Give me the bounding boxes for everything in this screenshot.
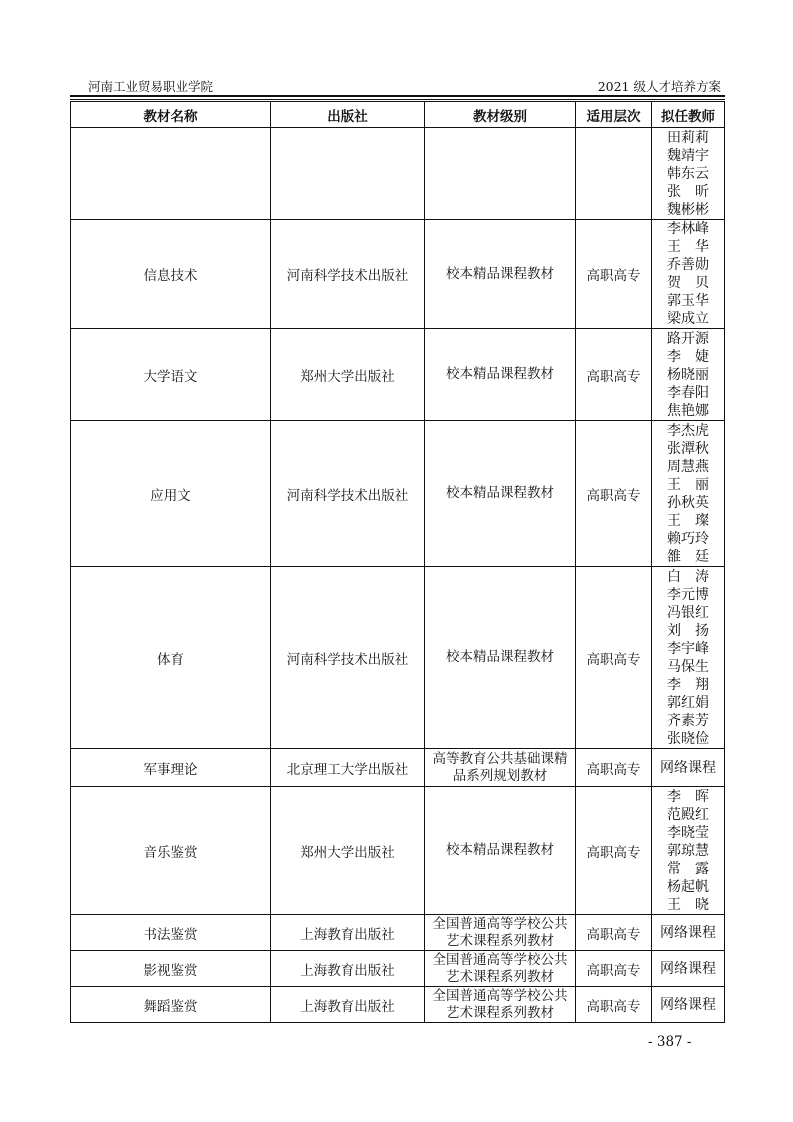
textbook-name-cell [71, 128, 271, 220]
page-header [70, 78, 725, 96]
teacher-name: 张潭秋 [667, 440, 709, 457]
teachers-cell [652, 329, 725, 421]
teacher-name: 李 晖 [667, 788, 709, 805]
teacher-name: 郭玉华 [667, 293, 709, 309]
page-number: - 387 - [648, 1034, 692, 1050]
tier-cell: 高职高专 [576, 421, 652, 567]
teacher-name: 网络课程 [660, 996, 716, 1013]
teacher-name: 赖巧玲 [667, 530, 709, 547]
publisher-cell: 河南科学技术出版社 [271, 421, 425, 567]
textbook-name-cell: 音乐鉴赏 [71, 787, 271, 915]
teacher-name: 李宇峰 [667, 640, 709, 657]
publisher-cell: 河南科学技术出版社 [271, 567, 425, 749]
teacher-name: 张晓俭 [667, 730, 709, 747]
textbook-name-cell: 应用文 [71, 421, 271, 567]
teachers-cell [652, 128, 725, 220]
teacher-name: 魏彬彬 [667, 201, 709, 218]
teacher-name: 李晓莹 [667, 824, 709, 841]
tier-cell: 高职高专 [576, 987, 652, 1023]
tier-cell: 高职高专 [576, 329, 652, 421]
teachers-cell [652, 421, 725, 567]
teacher-name: 刘 扬 [667, 622, 709, 639]
tier-cell: 高职高专 [576, 749, 652, 787]
teacher-name: 李林峰 [667, 221, 709, 237]
teacher-name: 杨晓丽 [667, 366, 709, 383]
publisher-cell: 上海教育出版社 [271, 951, 425, 987]
header-rule-thin [70, 99, 725, 100]
teacher-name: 周慧燕 [667, 458, 709, 475]
table-row [71, 329, 725, 421]
teachers-cell [652, 220, 725, 329]
table-row [71, 787, 725, 915]
tier-cell: 高职高专 [576, 951, 652, 987]
textbook-level-cell: 校本精品课程教材 [425, 567, 576, 749]
teachers-cell [652, 567, 725, 749]
teacher-name: 王 丽 [667, 476, 709, 493]
tier-cell: 高职高专 [576, 915, 652, 951]
textbook-level-cell: 校本精品课程教材 [425, 329, 576, 421]
textbook-name-cell: 书法鉴赏 [71, 915, 271, 951]
textbook-level-cell: 校本精品课程教材 [425, 421, 576, 567]
teacher-name: 冯银红 [667, 604, 709, 621]
textbook-level-cell: 全国普通高等学校公共艺术课程系列教材 [425, 951, 576, 987]
teachers-cell [652, 749, 725, 787]
teacher-name: 李 婕 [667, 348, 709, 365]
textbook-table [70, 101, 725, 1023]
teacher-name: 范殿红 [667, 806, 709, 823]
teacher-name: 白 涛 [667, 568, 709, 585]
textbook-level-cell: 全国普通高等学校公共艺术课程系列教材 [425, 987, 576, 1023]
teacher-name: 杨起帆 [667, 878, 709, 895]
tier-cell: 高职高专 [576, 220, 652, 329]
textbook-level-cell: 校本精品课程教材 [425, 220, 576, 329]
tier-cell: 高职高专 [576, 787, 652, 915]
textbook-name-cell: 舞蹈鉴赏 [71, 987, 271, 1023]
teachers-cell [652, 915, 725, 951]
teacher-name: 韩东云 [667, 165, 709, 182]
column-header-tier: 适用层次 [576, 102, 652, 128]
publisher-cell [271, 128, 425, 220]
tier-cell: 高职高专 [576, 567, 652, 749]
textbook-name-cell: 军事理论 [71, 749, 271, 787]
publisher-cell: 河南科学技术出版社 [271, 220, 425, 329]
teachers-cell [652, 951, 725, 987]
publisher-cell: 北京理工大学出版社 [271, 749, 425, 787]
document-title: 2021 级人才培养方案 [597, 79, 721, 94]
teacher-name: 郭琼慧 [667, 842, 709, 859]
teacher-name: 孙秋英 [667, 494, 709, 511]
publisher-cell: 郑州大学出版社 [271, 329, 425, 421]
teacher-name: 焦艳娜 [667, 402, 709, 419]
column-header-teachers: 拟任教师 [652, 102, 725, 128]
teacher-name: 路开源 [667, 330, 709, 347]
textbook-name-cell: 信息技术 [71, 220, 271, 329]
table-row [71, 220, 725, 329]
table-row [71, 567, 725, 749]
teacher-name: 齐素芳 [667, 712, 709, 729]
teacher-name: 张 昕 [667, 183, 709, 200]
textbook-name-cell: 体育 [71, 567, 271, 749]
teacher-name: 网络课程 [660, 960, 716, 977]
publisher-cell: 上海教育出版社 [271, 915, 425, 951]
header-rule-thick [70, 95, 725, 97]
column-header-publisher: 出版社 [271, 102, 425, 128]
teacher-name: 王 璨 [667, 512, 709, 529]
teacher-name: 李杰虎 [667, 422, 709, 439]
tier-cell [576, 128, 652, 220]
table-row [71, 915, 725, 951]
teacher-name: 田莉莉 [667, 129, 709, 146]
teacher-name: 雒 廷 [667, 548, 709, 565]
publisher-cell: 郑州大学出版社 [271, 787, 425, 915]
textbook-level-cell [425, 128, 576, 220]
teacher-name: 贺 贝 [667, 275, 709, 291]
teacher-name: 马保生 [667, 658, 709, 675]
school-name: 河南工业贸易职业学院 [88, 79, 214, 94]
teacher-name: 李元博 [667, 586, 709, 603]
teacher-name: 李春阳 [667, 384, 709, 401]
textbook-name-cell: 影视鉴赏 [71, 951, 271, 987]
textbook-level-cell: 校本精品课程教材 [425, 787, 576, 915]
teacher-name: 王 华 [667, 239, 709, 255]
column-header-name: 教材名称 [71, 102, 271, 128]
table-header-row [71, 102, 725, 128]
publisher-cell: 上海教育出版社 [271, 987, 425, 1023]
table-row [71, 987, 725, 1023]
teachers-cell [652, 787, 725, 915]
teacher-name: 网络课程 [660, 924, 716, 941]
table-row [71, 128, 725, 220]
textbook-level-cell: 全国普通高等学校公共艺术课程系列教材 [425, 915, 576, 951]
column-header-level: 教材级别 [425, 102, 576, 128]
teacher-name: 常 露 [667, 860, 709, 877]
textbook-level-cell: 高等教育公共基础课精品系列规划教材 [425, 749, 576, 787]
teacher-name: 魏靖宇 [667, 147, 709, 164]
teacher-name: 李 翔 [667, 676, 709, 693]
textbook-name-cell: 大学语文 [71, 329, 271, 421]
teacher-name: 郭红娟 [667, 694, 709, 711]
teacher-name: 乔善勋 [667, 257, 709, 273]
table-body [71, 128, 725, 1023]
teacher-name: 网络课程 [660, 759, 716, 776]
table-row [71, 749, 725, 787]
teacher-name: 梁成立 [667, 311, 709, 327]
table-row [71, 951, 725, 987]
teacher-name: 王 晓 [667, 896, 709, 913]
table-row [71, 421, 725, 567]
teachers-cell [652, 987, 725, 1023]
